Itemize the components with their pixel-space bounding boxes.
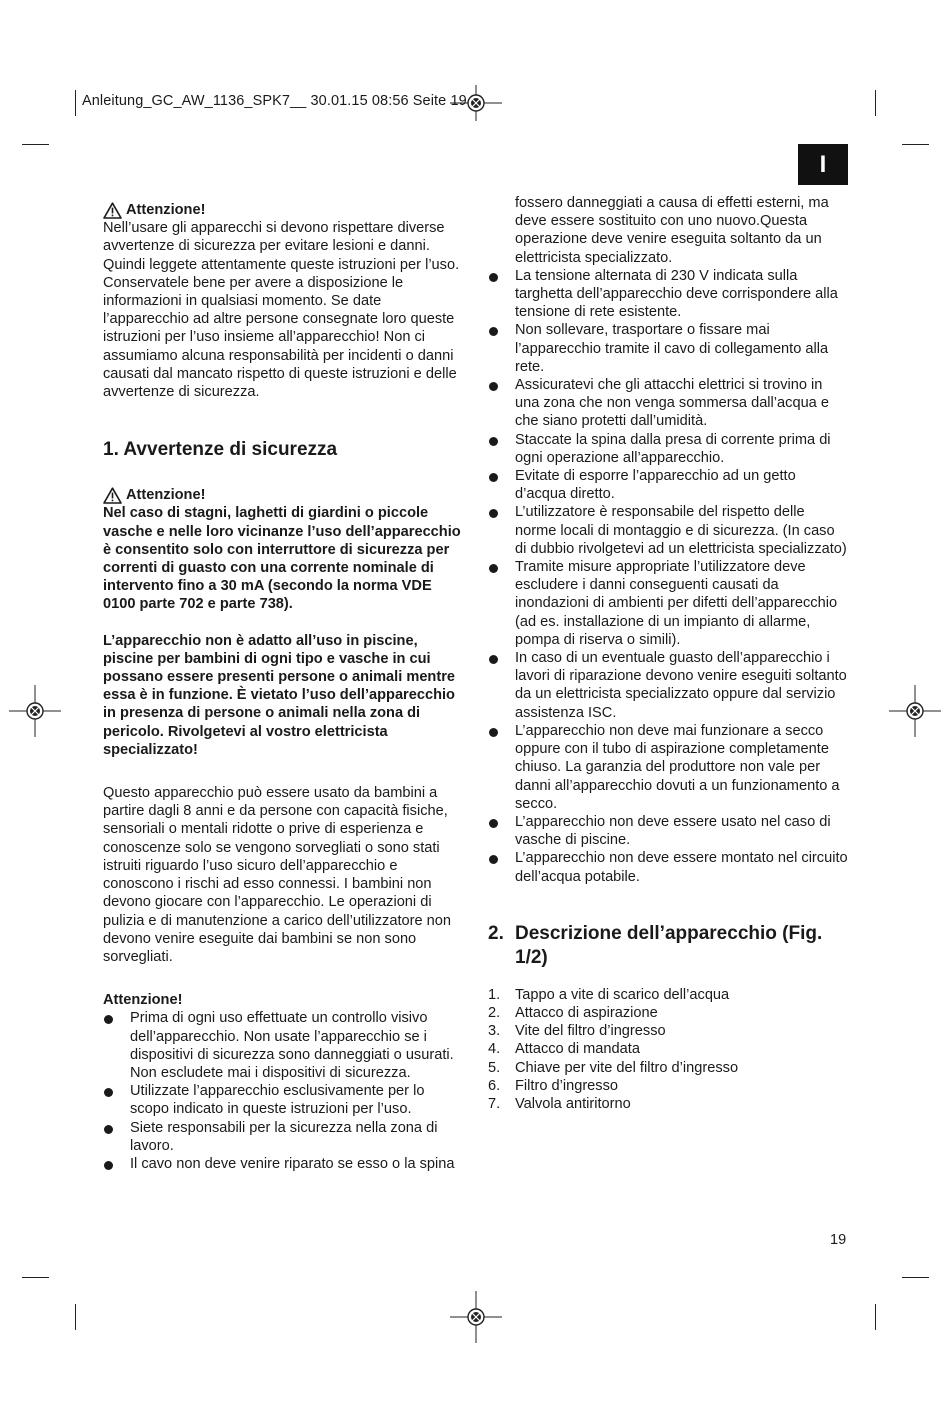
list-item: Siete responsabili per la sicurezza nella zona di lavoro.	[103, 1119, 465, 1155]
crop-mark-top-right-vertical	[875, 90, 876, 116]
left-column	[103, 201, 465, 1173]
part-number: 6.	[488, 1077, 501, 1094]
crop-mark-bottom-right-vertical	[875, 1304, 876, 1330]
crop-mark-bottom-right-horizontal	[902, 1277, 929, 1278]
part-number: 5.	[488, 1059, 501, 1076]
warning-text: Nell’usare gli apparecchi si devono rispettare diverse avvertenze di sicurezza per evitare lesioni e danni. Quindi leggete attentamente queste istruzioni per l’uso. Conservatele bene per avere a disposizione le informazioni in qualsiasi momento. Se date l’apparecchio ad altre persone consegnate loro queste istruzioni per l’uso insieme all’apparecchio! Non ci assumiamo alcuna responsabilità per incidenti o danni causati dal mancato rispetto di queste istruzioni e delle avvertenze di sicurezza.	[103, 220, 460, 401]
warning-triangle-icon	[103, 487, 122, 504]
part-label: Filtro d’ingresso	[515, 1077, 619, 1094]
list-item	[488, 1022, 848, 1040]
crop-mark-top-left-horizontal	[22, 144, 49, 145]
warning-heading	[103, 201, 465, 219]
list-item: Il cavo non deve venire riparato se esso o la spina	[103, 1155, 465, 1173]
part-number: 1.	[488, 986, 501, 1003]
children-paragraph: Questo apparecchio può essere usato da bambini a partire dagli 8 anni e da persone con capacità fisiche, sensoriali o mentali ridotte o prive di esperienza e conoscenze solo se vengono sorvegliati o sono stati istruiti riguardo l’uso sicuro dell’apparecchio e conoscono i rischi ad esso connessi. I bambini non devono giocare con l’apparecchio. Le operazioni di pulizia e di manutenzione a carico dell’utilizzatore non devono venire eseguite dai bambini se non sono sorvegliati.	[103, 785, 452, 965]
list-item: In caso di un eventuale guasto dell’apparecchio i lavori di riparazione devono venire eseguiti soltanto da un elettricista specializzato oppure dal servizio assistenza ISC.	[488, 649, 848, 722]
list-item: Tramite misure appropriate l’utilizzatore deve escludere i danni conseguenti causati da inondazioni di ambienti per difetti dell’apparecchio (ad es. installazione di un impianto di allarme, pompa di riserva o simili).	[488, 558, 848, 649]
warning-triangle-icon	[103, 202, 122, 219]
list-item	[488, 1004, 848, 1022]
warning-paragraph-pools: L’apparecchio non è adatto all’uso in piscine, piscine per bambini di ogni tipo e vasche in cui possano essere presenti persone o animali mentre essa è in funzione. È vietato l’uso dell’apparecchio in presenza di persone o animali nella zona di pericolo. Rivolgetevi al vostro elettricista specializzato!	[103, 632, 456, 758]
safety-bullet-list-left	[103, 1009, 465, 1173]
attention-heading: Attenzione!	[103, 992, 183, 1009]
part-label: Valvola antiritorno	[515, 1095, 631, 1112]
list-item: Prima di ogni uso effettuate un controllo visivo dell’apparecchio. Non usate l’apparecchio se i dispositivi di sicurezza sono danneggiati o usurati. Non escludete mai i dispositivi di sicurezza.	[103, 1009, 465, 1082]
warning-heading	[103, 486, 465, 504]
list-item	[488, 1077, 848, 1095]
registration-mark-right-icon	[889, 685, 941, 737]
part-label: Attacco di aspirazione	[515, 1004, 658, 1021]
right-column	[488, 194, 848, 1113]
crop-mark-bottom-left-vertical	[75, 1304, 76, 1330]
safety-bullet-list-right	[488, 267, 848, 886]
warning-paragraph-ponds: Nel caso di stagni, laghetti di giardini o piccole vasche e nelle loro vicinanze l’uso dell’apparecchio è consentito solo con interruttore di sicurezza per correnti di guasto con una corrente nominale di intervento fino a 30 mA (secondo la norma VDE 0100 parte 702 e parte 738).	[103, 505, 461, 613]
part-number: 3.	[488, 1023, 501, 1040]
part-number: 2.	[488, 1004, 501, 1021]
crop-mark-top-left-vertical	[75, 90, 76, 116]
registration-mark-left-icon	[9, 685, 61, 737]
crop-mark-bottom-left-horizontal	[22, 1277, 49, 1278]
continuation-text: fossero danneggiati a causa di effetti esterni, ma deve essere sostituito con uno nuovo.Questa operazione deve venire eseguita soltanto da un elettricista specializzato.	[515, 195, 829, 266]
part-label: Attacco di mandata	[515, 1041, 640, 1058]
list-item: Assicuratevi che gli attacchi elettrici si trovino in una zona che non venga sommersa dall’acqua e che siano protetti dall’umidità.	[488, 376, 848, 431]
section-heading-description	[488, 922, 848, 970]
registration-mark-bottom-icon	[450, 1291, 502, 1343]
section-title: Descrizione dell’apparecchio (Fig. 1/2)	[515, 922, 823, 968]
part-number: 7.	[488, 1095, 501, 1112]
list-item: La tensione alternata di 230 V indicata sulla targhetta dell’apparecchio deve corrispondere alla tensione di rete esistente.	[488, 267, 848, 322]
crop-mark-top-right-horizontal	[902, 144, 929, 145]
part-number: 4.	[488, 1041, 501, 1058]
section-number: 2.	[488, 922, 504, 944]
registration-mark-top-icon	[450, 77, 502, 129]
list-item: L’utilizzatore è responsabile del rispetto delle norme locali di montaggio e di sicurezza. (In caso di dubbio rivolgetevi ad un elettricista specializzato)	[488, 503, 848, 558]
list-item	[488, 1040, 848, 1058]
list-item	[488, 986, 848, 1004]
list-item: Evitate di esporre l’apparecchio ad un getto d’acqua diretto.	[488, 467, 848, 503]
part-label: Vite del filtro d’ingresso	[515, 1023, 666, 1040]
part-label: Chiave per vite del filtro d’ingresso	[515, 1059, 739, 1076]
list-item	[488, 1095, 848, 1113]
part-label: Tappo a vite di scarico dell’acqua	[515, 986, 730, 1003]
print-slug: Anleitung_GC_AW_1136_SPK7__ 30.01.15 08:56 Seite 19	[82, 93, 467, 109]
parts-list	[488, 986, 848, 1113]
language-tab: I	[798, 144, 848, 185]
list-item: L’apparecchio non deve essere usato nel caso di vasche di piscine.	[488, 813, 848, 849]
list-item	[488, 1059, 848, 1077]
warning-title: Attenzione!	[126, 202, 206, 218]
page-number: 19	[830, 1232, 847, 1248]
list-item: L’apparecchio non deve mai funzionare a secco oppure con il tubo di aspirazione completamente chiuso. La garanzia del produttore non vale per danni all’apparecchio dovuti a un funzionamento a secco.	[488, 722, 848, 813]
list-item: Staccate la spina dalla presa di corrente prima di ogni operazione all’apparecchio.	[488, 431, 848, 467]
list-item: Non sollevare, trasportare o fissare mai l’apparecchio tramite il cavo di collegamento alla rete.	[488, 321, 848, 376]
section-heading-safety: 1. Avvertenze di sicurezza	[103, 439, 338, 461]
list-item: L’apparecchio non deve essere montato nel circuito dell’acqua potabile.	[488, 849, 848, 885]
warning-title: Attenzione!	[126, 487, 206, 504]
list-item: Utilizzate l’apparecchio esclusivamente per lo scopo indicato in queste istruzioni per l’uso.	[103, 1082, 465, 1118]
